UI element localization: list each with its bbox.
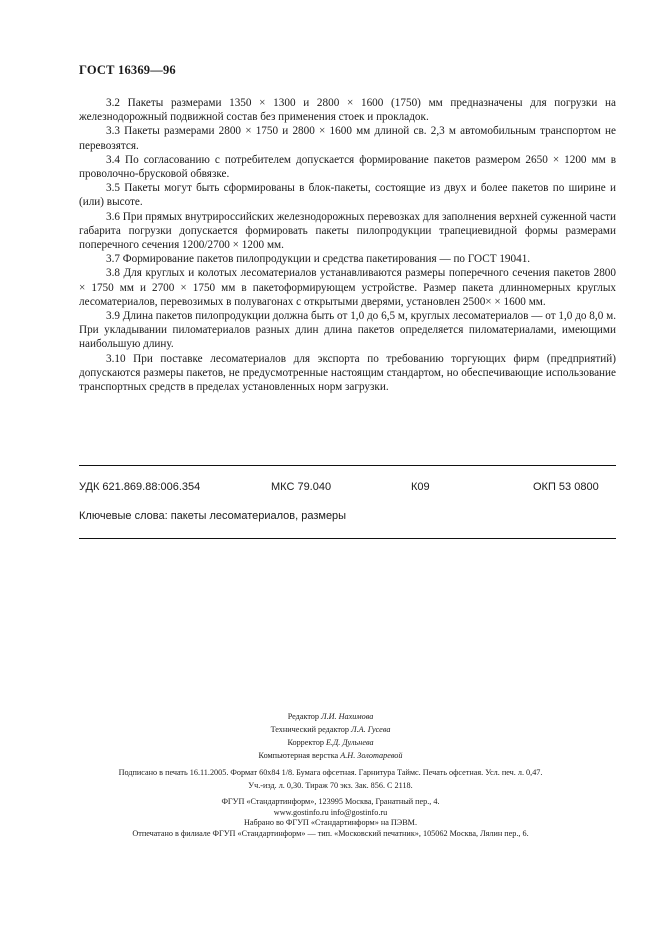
- credit-tech-editor: Технический редактор Л.А. Гусева: [270, 725, 391, 734]
- udk-code: УДК 621.869.88:006.354: [79, 481, 201, 493]
- divider-top: [79, 465, 616, 466]
- paragraph-3-7: 3.7 Формирование пакетов пилопродукции и средства пакетирования — по ГОСТ 19041.: [106, 253, 531, 266]
- credits-block: [0, 710, 661, 762]
- paragraph-3-9: 3.9 Длина пакетов пилопродукции должна быть от 1,0 до 6,5 м, круглых лесоматериалов — от 1,0 до 8,0 м. При укладывании пиломатериалов разных длин длина пакетов определяется пиломатериалами, имеющими наибольшую длину.: [79, 310, 616, 351]
- credit-proofreader: Корректор Е.Д. Дульнева: [287, 738, 374, 747]
- credit-editor: Редактор Л.И. Нахимова: [287, 712, 374, 721]
- okp-code: ОКП 53 0800: [533, 481, 599, 493]
- imprint-line-2: Уч.-изд. л. 0,30. Тираж 70 экз. Зак. 856. С 2118.: [248, 780, 413, 790]
- publisher-block: [0, 797, 661, 839]
- paragraph-3-6: 3.6 При прямых внутрироссийских железнодорожных перевозках для заполнения верхней суженной части габарита погрузки допускается формировать пакеты пилопродукции трапециевидной формы размерами поперечного сечения 1200/2700 × 1200 мм.: [79, 210, 616, 252]
- imprint-block: [0, 767, 661, 792]
- mks-code: МКС 79.040: [271, 481, 332, 493]
- publisher-address: ФГУП «Стандартинформ», 123995 Москва, Гранатный пер., 4.: [221, 797, 440, 806]
- paragraph-3-3: 3.3 Пакеты размерами 2800 × 1750 и 2800 × 1600 мм длиной св. 2,3 м автомобильным транспортом не перевозятся.: [79, 125, 616, 152]
- credit-layout: Компьютерная верстка А.Н. Золотаревой: [258, 751, 403, 760]
- imprint-line-1: Подписано в печать 16.11.2005. Формат 60x84 1/8. Бумага офсетная. Гарнитура Таймс. Печать офсетная. Усл. печ. л. 0,47.: [118, 768, 543, 777]
- paragraph-3-4: 3.4 По согласованию с потребителем допускается формирование пакетов размером 2650 × 1200 мм в проволочно-брусковой обвязке.: [79, 153, 616, 181]
- divider-bottom: [79, 538, 616, 539]
- main-text: [79, 96, 616, 394]
- k-code: К09: [411, 481, 430, 493]
- keywords: Ключевые слова: пакеты лесоматериалов, размеры: [79, 510, 347, 522]
- publisher-web: www.gostinfo.ru info@gostinfo.ru: [273, 807, 388, 817]
- publisher-printed: Отпечатано в филиале ФГУП «Стандартинформ» — тип. «Московский печатник», 105062 Москва, Лялин пер., 6.: [132, 828, 529, 838]
- paragraph-3-8: 3.8 Для круглых и колотых лесоматериалов устанавливаются размеры поперечного сечения пакетов 2800 × 1750 мм и 2700 × 1750 мм в пакетоформирующем устройстве. Размер пакета длинномерных круглых лесоматериалов, перевозимых в полувагонах с открытыми дверями, установлен 2500× × 1600 мм.: [79, 267, 616, 308]
- document-header: ГОСТ 16369—96: [79, 63, 176, 77]
- publisher-typeset: Набрано во ФГУП «Стандартинформ» на ПЭВМ.: [244, 818, 417, 828]
- paragraph-3-5: 3.5 Пакеты могут быть сформированы в блок-пакеты, состоящие из двух и более пакетов по ширине и (или) высоте.: [79, 182, 616, 209]
- paragraph-3-10: 3.10 При поставке лесоматериалов для экспорта по требованию торгующих фирм (предприятий) допускаются размеры пакетов, не предусмотренные настоящим стандартом, но обеспечивающие использование транспортных средств в пределах установленных норм загрузки.: [79, 352, 616, 394]
- paragraph-3-2: 3.2 Пакеты размерами 1350 × 1300 и 2800 × 1600 (1750) мм предназначены для погрузки на железнодорожный подвижной состав без применения стоек и прокладок.: [79, 97, 616, 124]
